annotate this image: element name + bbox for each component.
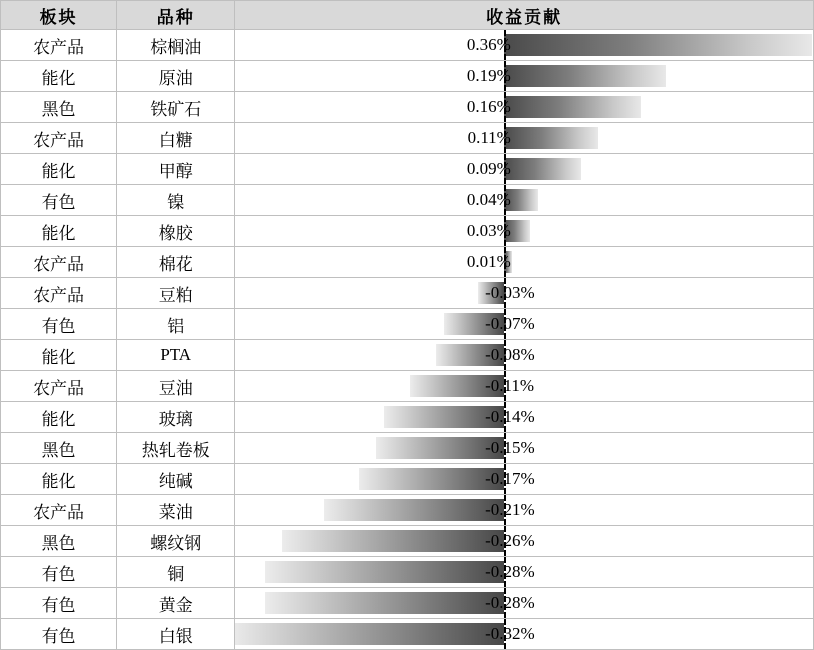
- bar-area: [235, 216, 813, 246]
- cell-sector: 农产品: [1, 278, 117, 309]
- cell-product: 白糖: [117, 123, 235, 154]
- cell-product: PTA: [117, 340, 235, 371]
- bar-value-label: -0.08%: [485, 345, 535, 364]
- table-row: [1, 588, 814, 619]
- column-header-contribution: 收益贡献: [235, 1, 814, 30]
- cell-sector: 能化: [1, 464, 117, 495]
- bar-area: [235, 278, 813, 308]
- table-row: [1, 495, 814, 526]
- bar: [504, 158, 581, 180]
- table-row: [1, 123, 814, 154]
- bar-area: [235, 495, 813, 525]
- table-row: [1, 526, 814, 557]
- cell-product: 豆粕: [117, 278, 235, 309]
- bar: [324, 499, 504, 521]
- bar-value-label: 0.03%: [466, 221, 511, 240]
- cell-sector: 有色: [1, 557, 117, 588]
- cell-sector: 黑色: [1, 526, 117, 557]
- bar-area: [235, 247, 813, 277]
- cell-sector: 黑色: [1, 92, 117, 123]
- bar-area: [235, 61, 813, 91]
- cell-contribution-bar: [235, 464, 814, 495]
- cell-product: 黄金: [117, 588, 235, 619]
- bar-value-label: 0.36%: [466, 35, 511, 54]
- bar-area: [235, 185, 813, 215]
- bar-area: [235, 557, 813, 587]
- bar-area: [235, 30, 813, 60]
- cell-contribution-bar: [235, 371, 814, 402]
- cell-contribution-bar: [235, 495, 814, 526]
- bar-value-label: 0.11%: [467, 128, 511, 147]
- bar-area: [235, 92, 813, 122]
- cell-sector: 能化: [1, 402, 117, 433]
- bar-value-label: -0.14%: [485, 407, 535, 426]
- table-row: [1, 185, 814, 216]
- bar-value-label: -0.21%: [485, 500, 535, 519]
- bar-value-label: 0.16%: [466, 97, 511, 116]
- bar-area: [235, 464, 813, 494]
- bar-area: [235, 154, 813, 184]
- bar-value-label: 0.19%: [466, 66, 511, 85]
- bar-area: [235, 402, 813, 432]
- cell-sector: 农产品: [1, 247, 117, 278]
- bar-area: [235, 309, 813, 339]
- cell-contribution-bar: [235, 92, 814, 123]
- bar-area: [235, 123, 813, 153]
- bar-value-label: -0.26%: [485, 531, 535, 550]
- bar-area: [235, 526, 813, 556]
- bar-value-label: -0.28%: [485, 562, 535, 581]
- table-row: [1, 61, 814, 92]
- bar: [359, 468, 504, 490]
- bar-value-label: -0.03%: [485, 283, 535, 302]
- cell-product: 铜: [117, 557, 235, 588]
- cell-product: 镍: [117, 185, 235, 216]
- cell-product: 螺纹钢: [117, 526, 235, 557]
- bar-value-label: 0.01%: [466, 252, 511, 271]
- table-row: [1, 216, 814, 247]
- cell-contribution-bar: [235, 619, 814, 650]
- table-row: [1, 557, 814, 588]
- cell-sector: 农产品: [1, 123, 117, 154]
- table-header-row: [1, 1, 814, 30]
- bar-area: [235, 433, 813, 463]
- cell-sector: 能化: [1, 154, 117, 185]
- cell-product: 橡胶: [117, 216, 235, 247]
- column-header-sector: 板块: [1, 1, 117, 30]
- cell-contribution-bar: [235, 154, 814, 185]
- bar: [282, 530, 504, 552]
- cell-product: 纯碱: [117, 464, 235, 495]
- cell-product: 原油: [117, 61, 235, 92]
- cell-sector: 农产品: [1, 371, 117, 402]
- table-row: [1, 30, 814, 61]
- bar: [504, 96, 641, 118]
- cell-product: 玻璃: [117, 402, 235, 433]
- cell-contribution-bar: [235, 309, 814, 340]
- cell-contribution-bar: [235, 278, 814, 309]
- column-header-product: 品种: [117, 1, 235, 30]
- table-row: [1, 340, 814, 371]
- bar: [504, 34, 812, 56]
- bar-value-label: 0.04%: [466, 190, 511, 209]
- bar-value-label: -0.28%: [485, 593, 535, 612]
- cell-contribution-bar: [235, 588, 814, 619]
- bar: [265, 561, 504, 583]
- bar-value-label: 0.09%: [466, 159, 511, 178]
- cell-contribution-bar: [235, 557, 814, 588]
- cell-sector: 能化: [1, 61, 117, 92]
- cell-contribution-bar: [235, 216, 814, 247]
- cell-sector: 能化: [1, 216, 117, 247]
- cell-sector: 有色: [1, 309, 117, 340]
- bar-value-label: -0.07%: [485, 314, 535, 333]
- cell-product: 铁矿石: [117, 92, 235, 123]
- table-row: [1, 433, 814, 464]
- table-row: [1, 154, 814, 185]
- cell-product: 棉花: [117, 247, 235, 278]
- cell-sector: 有色: [1, 588, 117, 619]
- cell-sector: 农产品: [1, 30, 117, 61]
- bar-value-label: -0.11%: [485, 376, 535, 395]
- cell-sector: 农产品: [1, 495, 117, 526]
- cell-contribution-bar: [235, 123, 814, 154]
- cell-sector: 能化: [1, 340, 117, 371]
- bar-area: [235, 371, 813, 401]
- table-row: [1, 619, 814, 650]
- bar-area: [235, 340, 813, 370]
- table-row: [1, 247, 814, 278]
- table-row: [1, 278, 814, 309]
- cell-product: 白银: [117, 619, 235, 650]
- bar: [265, 592, 504, 614]
- cell-product: 菜油: [117, 495, 235, 526]
- cell-contribution-bar: [235, 247, 814, 278]
- table-row: [1, 92, 814, 123]
- table-row: [1, 371, 814, 402]
- cell-contribution-bar: [235, 340, 814, 371]
- cell-contribution-bar: [235, 30, 814, 61]
- bar: [504, 127, 598, 149]
- table-row: [1, 464, 814, 495]
- cell-sector: 有色: [1, 619, 117, 650]
- cell-sector: 黑色: [1, 433, 117, 464]
- bar-area: [235, 619, 813, 649]
- cell-product: 棕榈油: [117, 30, 235, 61]
- cell-product: 甲醇: [117, 154, 235, 185]
- table-row: [1, 309, 814, 340]
- bar: [504, 65, 666, 87]
- cell-product: 铝: [117, 309, 235, 340]
- bar-value-label: -0.17%: [485, 469, 535, 488]
- cell-contribution-bar: [235, 402, 814, 433]
- bar-value-label: -0.15%: [485, 438, 535, 457]
- cell-contribution-bar: [235, 433, 814, 464]
- table-row: [1, 402, 814, 433]
- table-body: [1, 30, 814, 650]
- cell-contribution-bar: [235, 526, 814, 557]
- cell-sector: 有色: [1, 185, 117, 216]
- cell-contribution-bar: [235, 61, 814, 92]
- cell-product: 热轧卷板: [117, 433, 235, 464]
- bar-value-label: -0.32%: [485, 624, 535, 643]
- bar-area: [235, 588, 813, 618]
- cell-contribution-bar: [235, 185, 814, 216]
- cell-product: 豆油: [117, 371, 235, 402]
